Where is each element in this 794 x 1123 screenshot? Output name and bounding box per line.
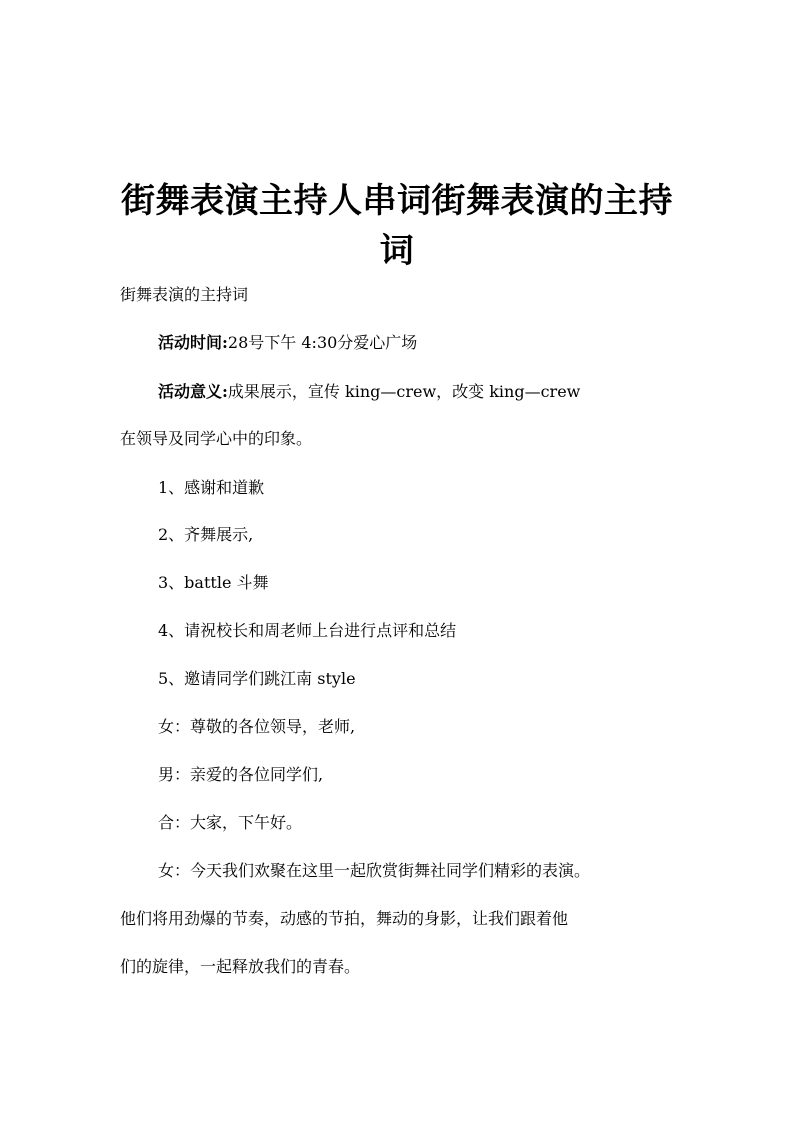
document-subtitle: 街舞表演的主持词 [120, 285, 249, 304]
activity-meaning-continuation: 在领导及同学心中的印象。 [120, 429, 313, 448]
activity-time-value: 28号下午 4:30分爱心广场 [227, 333, 418, 352]
program-item: 1、感谢和道歉 [158, 478, 265, 497]
dialogue-continuation: 们的旋律，一起释放我们的青春。 [120, 957, 361, 976]
program-item: 2、齐舞展示, [158, 525, 254, 544]
program-item: 3、battle 斗舞 [158, 573, 269, 592]
activity-time-label: 活动时间: [158, 333, 228, 352]
program-item: 5、邀请同学们跳江南 style [158, 669, 356, 688]
dialogue-line: 合：大家，下午好。 [158, 813, 303, 832]
document-title: 街舞表演主持人串词街舞表演的主持词 [121, 181, 673, 271]
activity-time-line [158, 331, 417, 355]
program-item: 4、请祝校长和周老师上台进行点评和总结 [158, 621, 457, 640]
dialogue-line: 女：尊敬的各位领导，老师, [158, 717, 356, 736]
activity-meaning-label: 活动意义: [158, 382, 228, 401]
dialogue-continuation: 他们将用劲爆的节奏，动感的节拍，舞动的身影，让我们跟着他 [120, 909, 569, 928]
dialogue-line: 女：今天我们欢聚在这里一起欣赏街舞社同学们精彩的表演。 [158, 861, 591, 880]
activity-meaning-line [158, 380, 580, 404]
dialogue-line: 男：亲爱的各位同学们, [158, 765, 324, 784]
activity-meaning-value: 成果展示，宣传 king—crew，改变 king—crew [227, 382, 581, 401]
